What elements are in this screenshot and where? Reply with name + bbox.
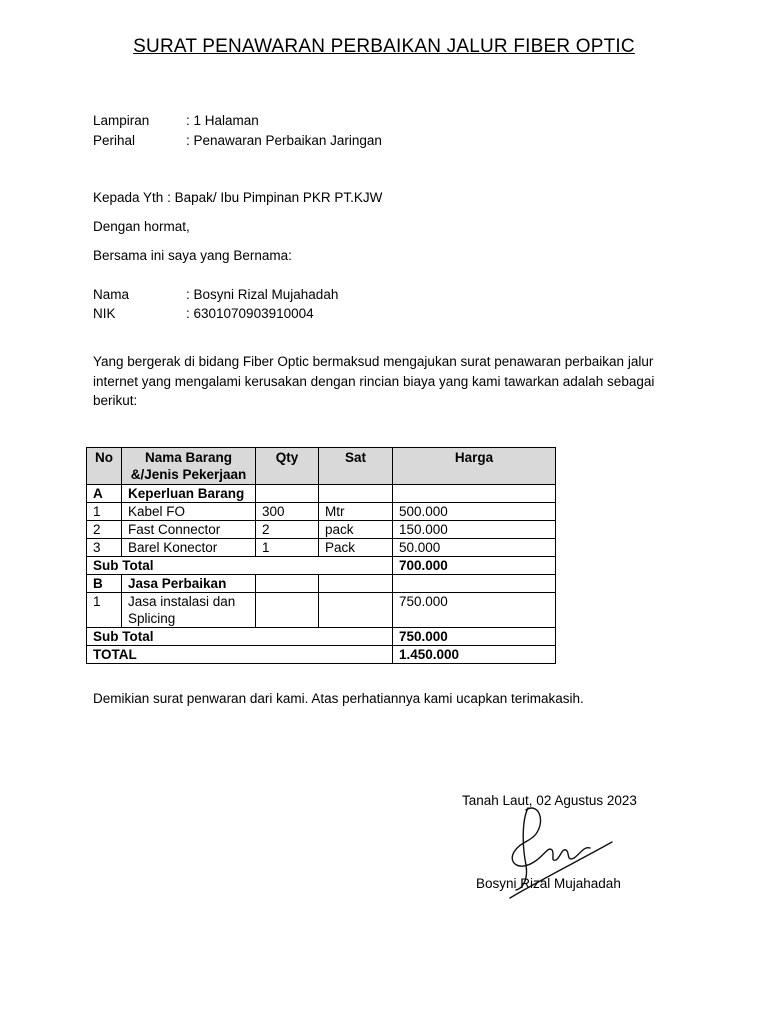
subtotal-label: Sub Total [87,557,393,575]
cell-unit: Pack [319,539,393,557]
section-label: Keperluan Barang [122,485,256,503]
nik-line [93,304,314,323]
header-sat: Sat [319,448,393,485]
lampiran-label: Lampiran [93,113,150,128]
perihal-value: : Penawaran Perbaikan Jaringan [186,133,382,148]
header-no: No [87,448,122,485]
cell-item: Kabel FO [122,503,256,521]
header-qty: Qty [256,448,319,485]
cell-no: 3 [87,539,122,557]
body-paragraph: Yang bergerak di bidang Fiber Optic bermaksud mengajukan surat penawaran perbaikan jalur internet yang mengalami kerusakan dengan rincian biaya yang kami tawarkan adalah sebagai berikut: [93,354,655,408]
cell-price: 750.000 [393,593,556,628]
cell-qty [256,593,319,628]
header-nama-barang: Nama Barang &/Jenis Pekerjaan [122,448,256,485]
place-date: Tanah Laut, 02 Agustus 2023 [462,793,637,808]
subtotal-value: 700.000 [393,557,556,575]
header-harga: Harga [393,448,556,485]
cell-no: 1 [87,503,122,521]
closing-text: Demikian surat penwaran dari kami. Atas perhatiannya kami ucapkan terimakasih. [93,691,584,706]
price-table [86,447,556,664]
cell-no: 1 [87,593,122,628]
subtotal-label: Sub Total [87,628,393,646]
table-header-row [87,448,556,485]
perihal-line [93,131,382,150]
nama-value: : Bosyni Rizal Mujahadah [186,287,339,302]
intro-text: Bersama ini saya yang Bernama: [93,248,292,263]
subtotal-row [87,557,556,575]
nik-label: NIK [93,306,116,321]
cell-price: 500.000 [393,503,556,521]
cell-qty: 2 [256,521,319,539]
lampiran-line [93,111,259,130]
recipient: Kepada Yth : Bapak/ Ibu Pimpinan PKR PT.KJW [93,190,383,205]
greeting: Dengan hormat, [93,219,190,234]
cell-price: 150.000 [393,521,556,539]
table-row [87,539,556,557]
cell-qty: 1 [256,539,319,557]
cell-item: Fast Connector [122,521,256,539]
lampiran-value: : 1 Halaman [186,113,259,128]
table-row [87,503,556,521]
nik-value: : 6301070903910004 [186,306,314,321]
cell-item: Barel Konector [122,539,256,557]
cell-unit: pack [319,521,393,539]
perihal-label: Perihal [93,133,136,148]
total-value: 1.450.000 [393,646,556,664]
cell-no: 2 [87,521,122,539]
signer-name: Bosyni Rizal Mujahadah [476,876,621,891]
cell-qty: 300 [256,503,319,521]
cell-price: 50.000 [393,539,556,557]
subtotal-value: 750.000 [393,628,556,646]
cell-unit [319,593,393,628]
section-code: A [87,485,122,503]
nama-label: Nama [93,287,130,302]
total-label: TOTAL [87,646,393,664]
nama-line [93,285,338,304]
section-code: B [87,575,122,593]
cell-unit: Mtr [319,503,393,521]
letter-title: SURAT PENAWARAN PERBAIKAN JALUR FIBER OPTIC [133,36,635,57]
table-row [87,521,556,539]
subtotal-row [87,628,556,646]
section-row [87,575,556,593]
cell-item: Jasa instalasi dan Splicing [122,593,256,628]
section-label: Jasa Perbaikan [122,575,256,593]
section-row [87,485,556,503]
table-row [87,593,556,628]
total-row [87,646,556,664]
